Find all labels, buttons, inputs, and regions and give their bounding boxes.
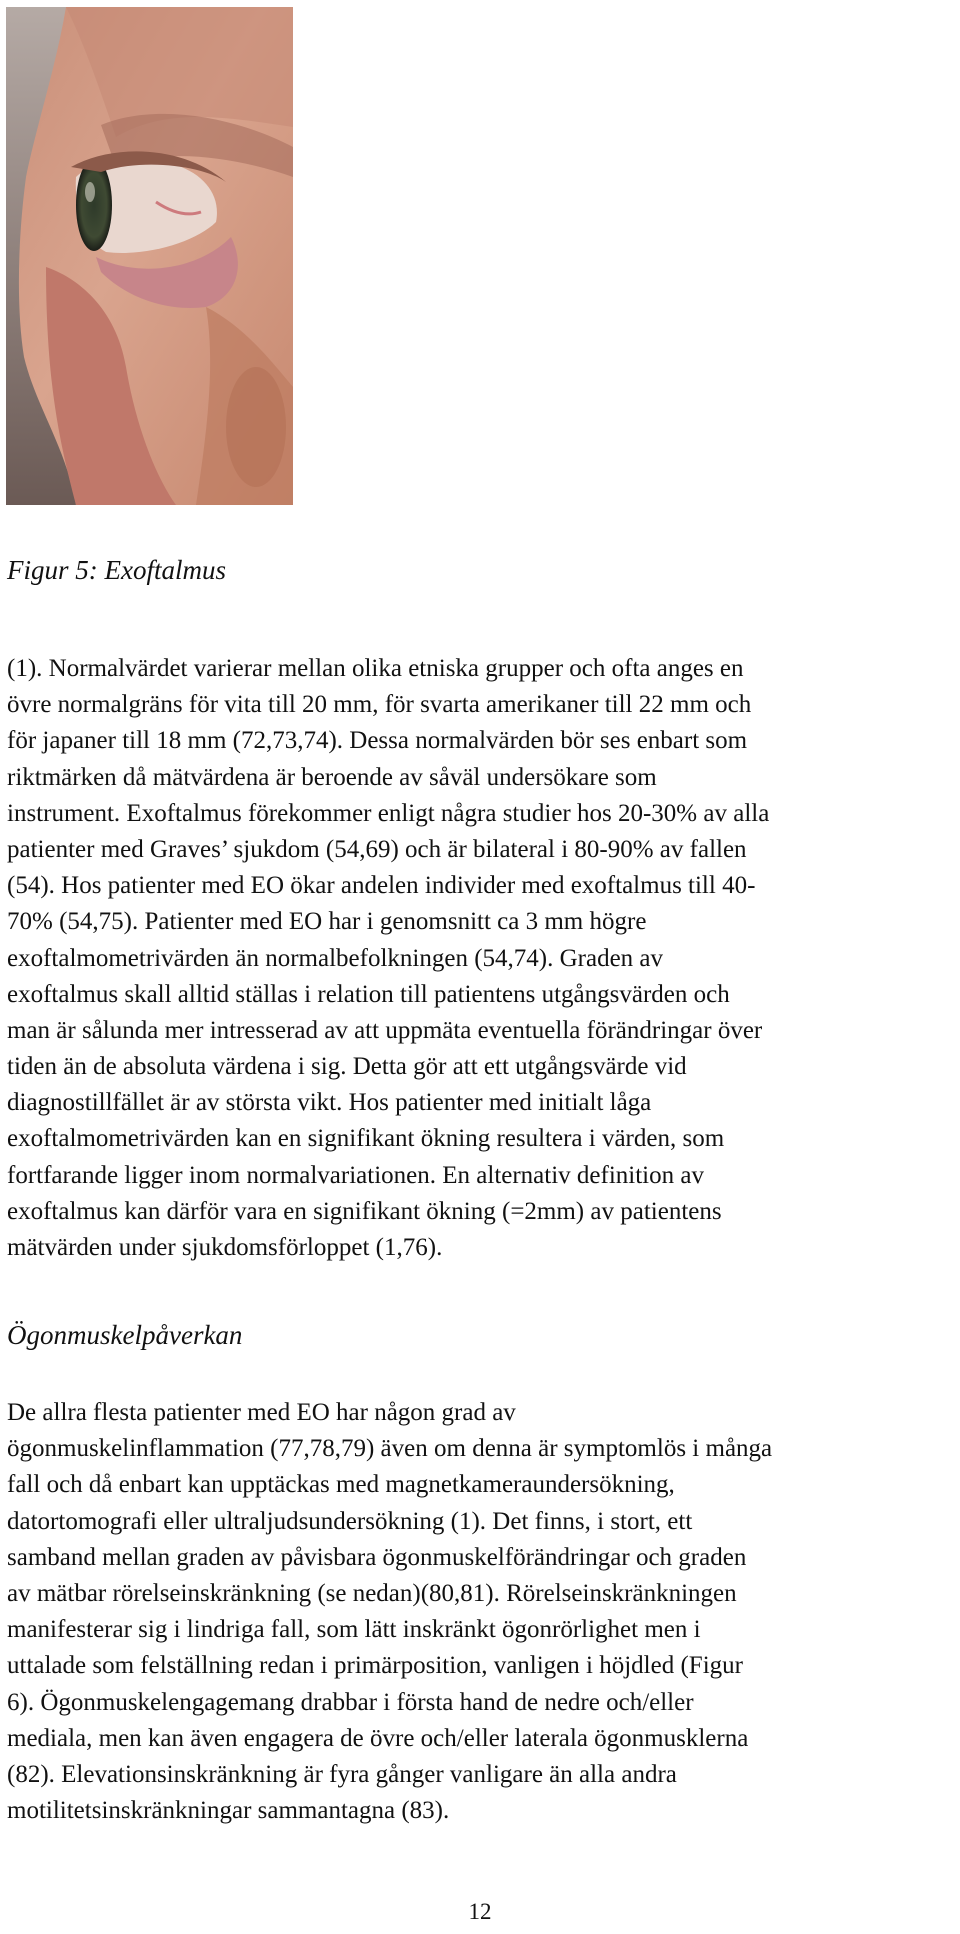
text-line: 70% (54,75). Patienter med EO har i genomsnitt ca 3 mm högre xyxy=(7,908,647,936)
text-line: instrument. Exoftalmus förekommer enligt några studier hos 20-30% av alla xyxy=(7,799,770,827)
text-line: manifesterar sig i lindriga fall, som lätt inskränkt ögonrörlighet men i xyxy=(7,1616,701,1644)
text-line: man är sålunda mer intresserad av att uppmäta eventuella förändringar över xyxy=(7,1016,763,1044)
paragraph-eye-muscle xyxy=(7,1395,953,1829)
text-line: fall och då enbart kan upptäckas med magnetkameraundersökning, xyxy=(7,1471,675,1499)
text-line: mätvärden under sjukdomsförloppet (1,76). xyxy=(7,1234,443,1261)
text-line: exoftalmometrivärden kan en signifikant ökning resultera i värden, som xyxy=(7,1125,725,1153)
text-line: exoftalmus kan därför vara en signifikant ökning (=2mm) av patientens xyxy=(7,1197,722,1225)
section-heading: Ögonmuskelpåverkan xyxy=(7,1320,243,1350)
text-line: motilitetsinskränkningar sammantagna (83). xyxy=(7,1797,450,1825)
text-line: (1). Normalvärdet varierar mellan olika etniska grupper och ofta anges en xyxy=(7,655,744,682)
text-line: ögonmuskelinflammation (77,78,79) även om denna är symptomlös i många xyxy=(7,1435,773,1463)
text-line: (82). Elevationsinskränkning är fyra gånger vanligare än alla andra xyxy=(7,1760,677,1788)
exophthalmos-photo xyxy=(6,7,293,505)
text-line: för japaner till 18 mm (72,73,74). Dessa normalvärden bör ses enbart som xyxy=(7,727,748,755)
text-line: 6). Ögonmuskelengagemang drabbar i första hand de nedre och/eller xyxy=(7,1688,694,1716)
text-line: exoftalmometrivärden än normalbefolkningen (54,74). Graden av xyxy=(7,944,664,972)
text-line: exoftalmus skall alltid ställas i relation till patientens utgångsvärden och xyxy=(7,980,730,1008)
page-number: 12 xyxy=(468,1899,492,1924)
text-line: fortfarande ligger inom normalvariationen. En alternativ definition av xyxy=(7,1161,704,1189)
figure-caption: Figur 5: Exoftalmus xyxy=(7,555,226,585)
text-line: uttalade som felställning redan i primärposition, vanligen i höjdled (Figur xyxy=(7,1652,743,1680)
text-line: tiden än de absoluta värdena i sig. Detta gör att ett utgångsvärde vid xyxy=(7,1053,687,1081)
text-line: riktmärken då mätvärdena är beroende av såväl undersökare som xyxy=(7,763,657,791)
text-line: mediala, men kan även engagera de övre och/eller laterala ögonmusklerna xyxy=(7,1724,749,1752)
text-line: övre normalgräns för vita till 20 mm, för svarta amerikaner till 22 mm och xyxy=(7,691,752,719)
text-line: av mätbar rörelseinskränkning (se nedan)(80,81). Rörelseinskränkningen xyxy=(7,1579,737,1607)
text-line: De allra flesta patienter med EO har någon grad av xyxy=(7,1399,516,1426)
text-line: patienter med Graves’ sjukdom (54,69) och är bilateral i 80-90% av fallen xyxy=(7,835,747,863)
text-line: datortomografi eller ultraljudsundersökning (1). Det finns, i stort, ett xyxy=(7,1507,693,1535)
text-line: (54). Hos patienter med EO ökar andelen individer med exoftalmus till 40- xyxy=(7,872,756,900)
paragraph-exophthalmos xyxy=(7,651,953,1266)
text-line: diagnostillfället är av största vikt. Hos patienter med initialt låga xyxy=(7,1089,652,1117)
text-line: samband mellan graden av påvisbara ögonmuskelförändringar och graden xyxy=(7,1543,747,1571)
